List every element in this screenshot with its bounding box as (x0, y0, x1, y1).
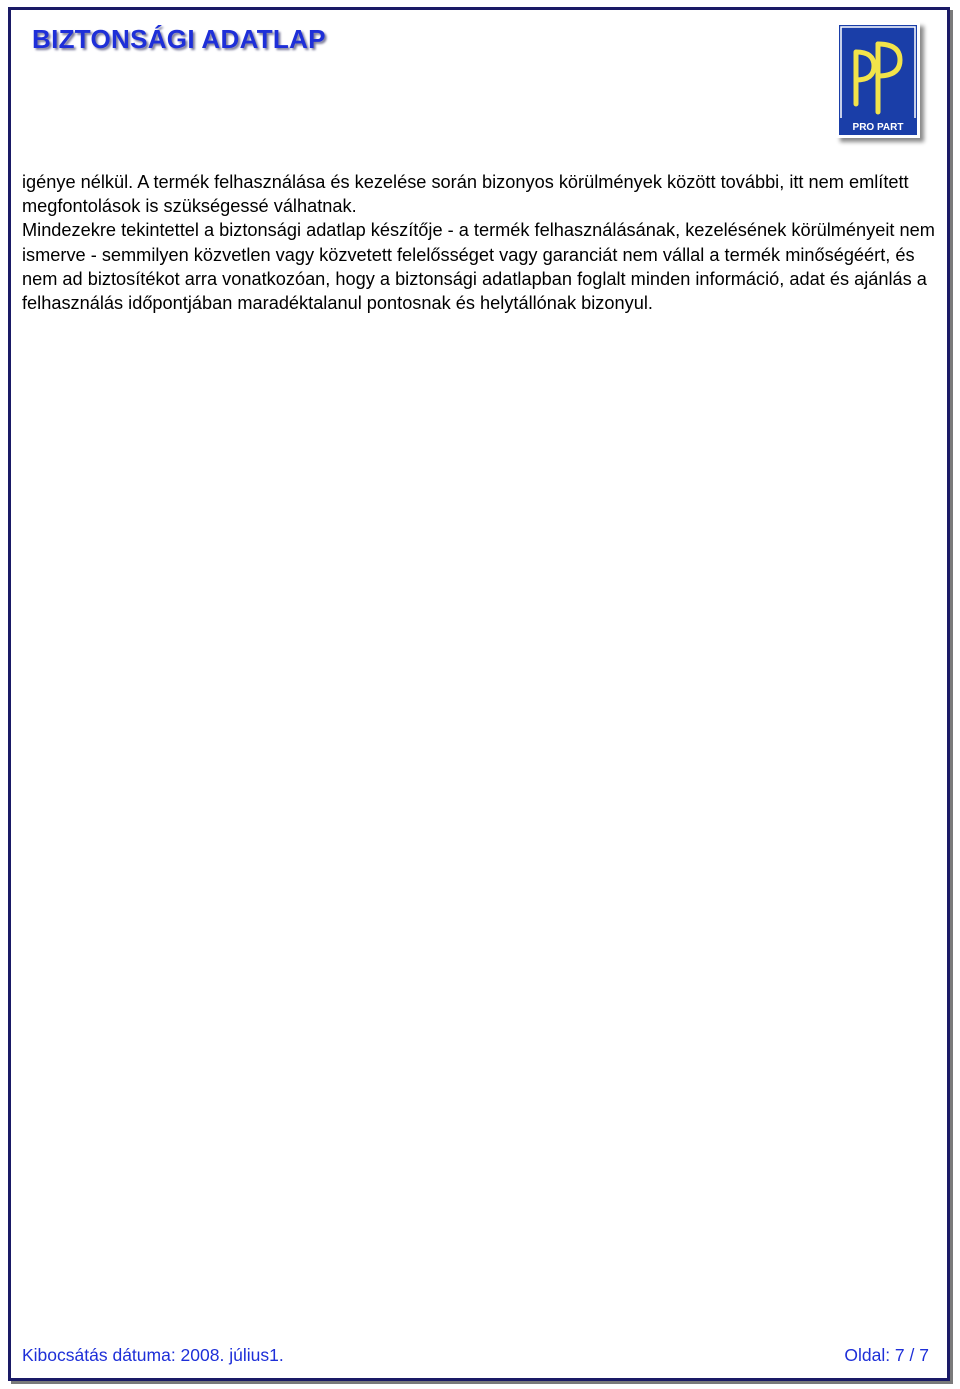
footer-page-number: Oldal: 7 / 7 (844, 1345, 929, 1365)
paragraph-disclaimer: Mindezekre tekintettel a biztonsági adatlap készítője - a termék felhasználásának, kezelésének körülményeit nem ismerve - semmilyen közvetlen vagy közvetett felelősséget vagy garanciát nem vállal a termék minőségéért, és nem ad biztosítékot arra vonatkozóan, hogy a biztonsági adatlapban foglalt minden információ, adat és ajánlás a felhasználás időpontjában maradéktalanul pontosnak és helytállónak bizonyul. (22, 220, 935, 314)
paragraph-continuation: igénye nélkül. A termék felhasználása és kezelése során bizonyos körülmények között további, itt nem említett megfontolások is szükségessé válhatnak. (22, 172, 909, 217)
logo-text: PRO PART (852, 122, 904, 133)
footer-issue-date: Kibocsátás dátuma: 2008. július1. (22, 1345, 284, 1365)
body-text (22, 170, 938, 315)
pro-part-logo-icon (836, 22, 920, 138)
document-title: BIZTONSÁGI ADATLAP (32, 24, 326, 54)
